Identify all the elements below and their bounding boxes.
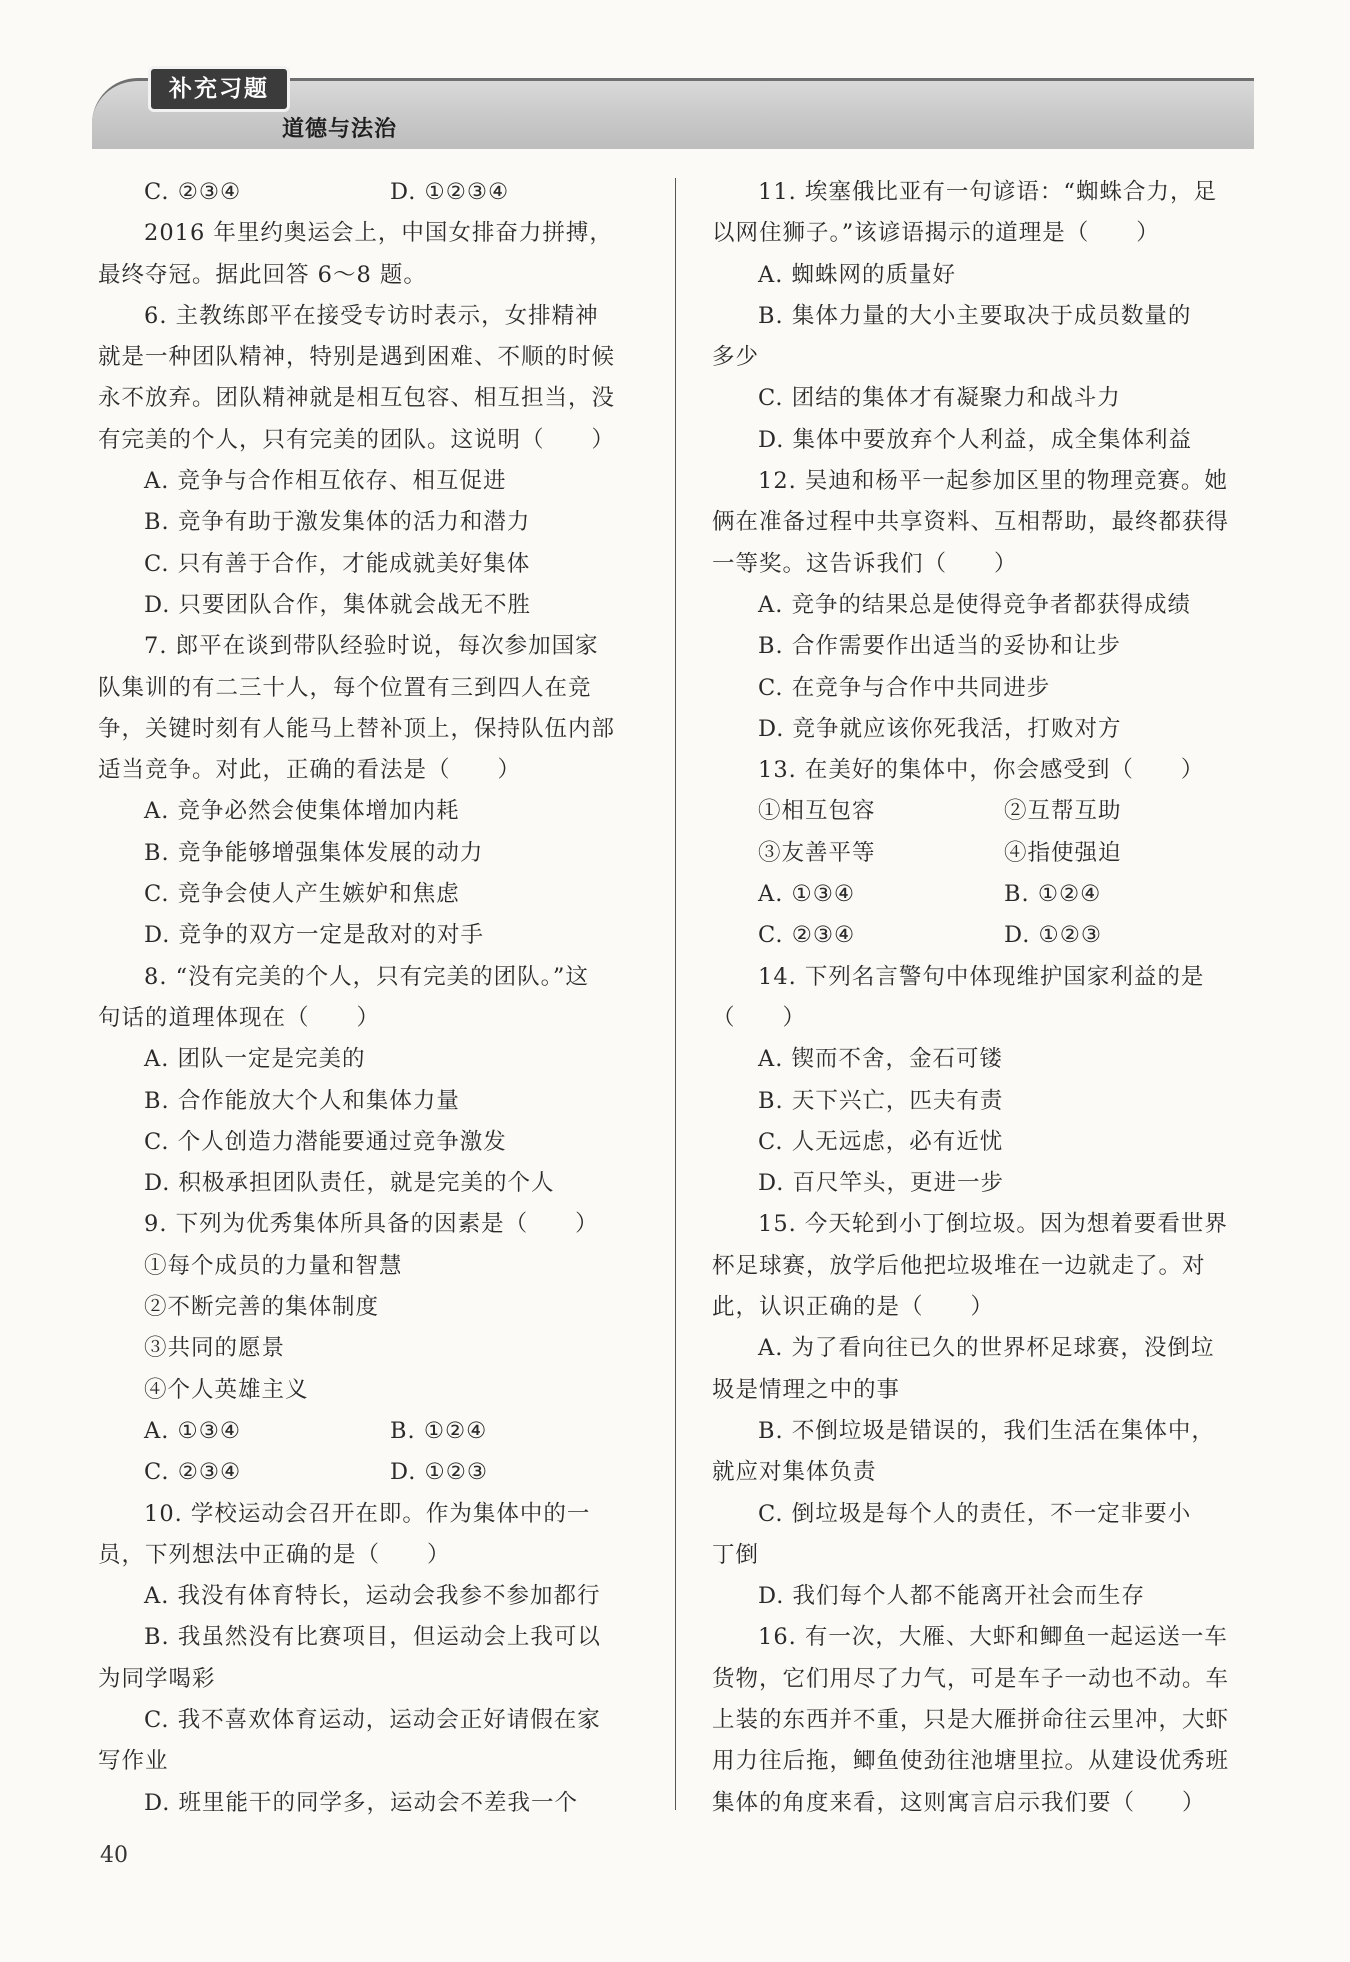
option-row	[712, 833, 1257, 874]
text-line: ④个人英雄主义	[144, 1376, 309, 1403]
option-text: B. ①②④	[390, 1417, 488, 1444]
text-line: 最终夺冠。据此回答 6～8 题。	[98, 261, 427, 288]
text-line: D. 积极承担团队责任，就是完美的个人	[144, 1170, 555, 1197]
option-text: B. ①②④	[1004, 881, 1102, 908]
option-row	[712, 915, 1257, 956]
text-line: 员，下列想法中正确的是（ ）	[98, 1541, 451, 1568]
option-row	[98, 1452, 643, 1493]
option-row	[712, 874, 1257, 915]
text-line: 写作业	[98, 1748, 169, 1775]
text-line: 杯足球赛，放学后他把垃圾堆在一边就走了。对	[712, 1252, 1206, 1279]
text-line: ②不断完善的集体制度	[144, 1294, 380, 1321]
option-text: ②互帮互助	[1004, 798, 1122, 825]
option-text: ③友善平等	[758, 839, 876, 866]
text-line: 一等奖。这告诉我们（ ）	[712, 550, 1018, 577]
text-line: B. 竞争能够增强集体发展的动力	[144, 839, 484, 866]
text-line: 适当竞争。对此，正确的看法是（ ）	[98, 757, 522, 784]
text-line: A. 蜘蛛网的质量好	[758, 261, 957, 288]
text-line: B. 合作需要作出适当的妥协和让步	[758, 633, 1121, 660]
text-line: A. 竞争必然会使集体增加内耗	[144, 798, 460, 825]
text-line: 15. 今天轮到小丁倒垃圾。因为想着要看世界	[758, 1211, 1228, 1238]
option-row	[98, 1411, 643, 1452]
text-line: 此，认识正确的是（ ）	[712, 1294, 995, 1321]
text-line: 就是一种团队精神，特别是遇到困难、不顺的时候	[98, 344, 616, 371]
text-line: A. 我没有体育特长，运动会我参不参加都行	[144, 1583, 601, 1610]
text-line: 丁倒	[712, 1541, 760, 1568]
text-line: D. 竞争的双方一定是敌对的对手	[144, 922, 485, 949]
option-row	[712, 791, 1257, 832]
text-line: D. 我们每个人都不能离开社会而生存	[758, 1583, 1146, 1610]
text-line: 14. 下列名言警句中体现维护国家利益的是	[758, 963, 1205, 990]
text-line: B. 我虽然没有比赛项目，但运动会上我可以	[144, 1624, 601, 1651]
text-line: A. 为了看向往已久的世界杯足球赛，没倒垃	[758, 1335, 1215, 1362]
text-line: 7. 郎平在谈到带队经验时说，每次参加国家	[144, 633, 599, 660]
text-line: 就应对集体负责	[712, 1459, 877, 1486]
text-line: C. 个人创造力潜能要通过竞争激发	[144, 1128, 507, 1155]
text-line: 货物，它们用尽了力气，可是车子一动也不动。车	[712, 1665, 1230, 1692]
text-line: C. 人无远虑，必有近忧	[758, 1128, 1004, 1155]
text-line: C. 在竞争与合作中共同进步	[758, 674, 1051, 701]
text-line: 句话的道理体现在（ ）	[98, 1004, 381, 1031]
text-line: 集体的角度来看，这则寓言启示我们要（ ）	[712, 1789, 1206, 1816]
text-line: D. 竞争就应该你死我活，打败对方	[758, 715, 1122, 742]
text-line: 上装的东西并不重，只是大雁拼命往云里冲，大虾	[712, 1706, 1230, 1733]
text-line: D. 百尺竿头，更进一步	[758, 1170, 1005, 1197]
text-line: C. 团结的集体才有凝聚力和战斗力	[758, 385, 1121, 412]
text-line: B. 不倒垃圾是错误的，我们生活在集体中，	[758, 1417, 1215, 1444]
text-line: 10. 学校运动会召开在即。作为集体中的一	[144, 1500, 591, 1527]
text-line: 用力往后拖，鲫鱼使劲往池塘里拉。从建设优秀班	[712, 1748, 1230, 1775]
text-line: 有完美的个人，只有完美的团队。这说明（ ）	[98, 426, 616, 453]
option-text: A. ①③④	[144, 1417, 242, 1444]
text-line: 11. 埃塞俄比亚有一句谚语：“蜘蛛合力，足	[758, 179, 1217, 205]
text-line: 为同学喝彩	[98, 1665, 216, 1692]
right-column	[712, 172, 1257, 1824]
text-line: D. 班里能干的同学多，运动会不差我一个	[144, 1789, 579, 1816]
option-text: C. ②③④	[758, 922, 856, 949]
option-text: D. ①②③	[1004, 922, 1103, 949]
text-line: 6. 主教练郎平在接受专访时表示，女排精神	[144, 302, 599, 329]
column-divider	[675, 178, 676, 1810]
text-line: A. 竞争的结果总是使得竞争者都获得成绩	[758, 591, 1192, 618]
text-line: 9. 下列为优秀集体所具备的因素是（ ）	[144, 1211, 599, 1238]
header-tab-label: 补充习题	[148, 66, 290, 112]
text-line: D. 只要团队合作，集体就会战无不胜	[144, 591, 532, 618]
text-line: 俩在准备过程中共享资料、互相帮助，最终都获得	[712, 509, 1230, 536]
text-line: A. 竞争与合作相互依存、相互促进	[144, 468, 507, 495]
text-line: ③共同的愿景	[144, 1335, 286, 1362]
option-text: C. ②③④	[144, 1459, 242, 1486]
option-text: ①相互包容	[758, 798, 876, 825]
text-line: （ ）	[712, 1004, 807, 1031]
left-column	[98, 172, 643, 1824]
text-line: B. 竞争有助于激发集体的活力和潜力	[144, 509, 531, 536]
text-line: 2016 年里约奥运会上，中国女排奋力拼搏，	[144, 220, 613, 247]
text-line: 永不放弃。团队精神就是相互包容、相互担当，没	[98, 385, 616, 412]
text-line: ①每个成员的力量和智慧	[144, 1252, 403, 1279]
option-text: C. ②③④	[144, 179, 242, 205]
option-row	[98, 172, 643, 213]
text-line: 争，关键时刻有人能马上替补顶上，保持队伍内部	[98, 715, 616, 742]
text-line: D. 集体中要放弃个人利益，成全集体利益	[758, 426, 1193, 453]
text-line: 队集训的有二三十人，每个位置有三到四人在竞	[98, 674, 592, 701]
text-line: C. 竞争会使人产生嫉妒和焦虑	[144, 881, 460, 908]
text-line: C. 只有善于合作，才能成就美好集体	[144, 550, 531, 577]
text-line: B. 天下兴亡，匹夫有责	[758, 1087, 1004, 1114]
text-line: 12. 吴迪和杨平一起参加区里的物理竞赛。她	[758, 468, 1228, 495]
text-line: 以网住狮子。”该谚语揭示的道理是（ ）	[712, 220, 1160, 247]
text-line: C. 我不喜欢体育运动，运动会正好请假在家	[144, 1706, 601, 1733]
text-line: B. 集体力量的大小主要取决于成员数量的	[758, 302, 1192, 329]
page-number: 40	[100, 1843, 128, 1868]
text-line: C. 倒垃圾是每个人的责任，不一定非要小	[758, 1500, 1192, 1527]
subject-title: 道德与法治	[282, 117, 398, 142]
text-line: A. 团队一定是完美的	[144, 1046, 366, 1073]
option-text: D. ①②③④	[390, 179, 510, 205]
text-line: 8. “没有完美的个人，只有完美的团队。”这	[144, 963, 589, 990]
option-text: D. ①②③	[390, 1459, 489, 1486]
option-text: A. ①③④	[758, 881, 856, 908]
text-line: 16. 有一次，大雁、大虾和鲫鱼一起运送一车	[758, 1624, 1228, 1651]
text-line: 多少	[712, 344, 760, 371]
option-text: ④指使强迫	[1004, 839, 1122, 866]
text-line: 圾是情理之中的事	[712, 1376, 901, 1403]
text-line: 13. 在美好的集体中，你会感受到（ ）	[758, 757, 1205, 784]
text-line: A. 锲而不舍，金石可镂	[758, 1046, 1004, 1073]
text-line: B. 合作能放大个人和集体力量	[144, 1087, 460, 1114]
